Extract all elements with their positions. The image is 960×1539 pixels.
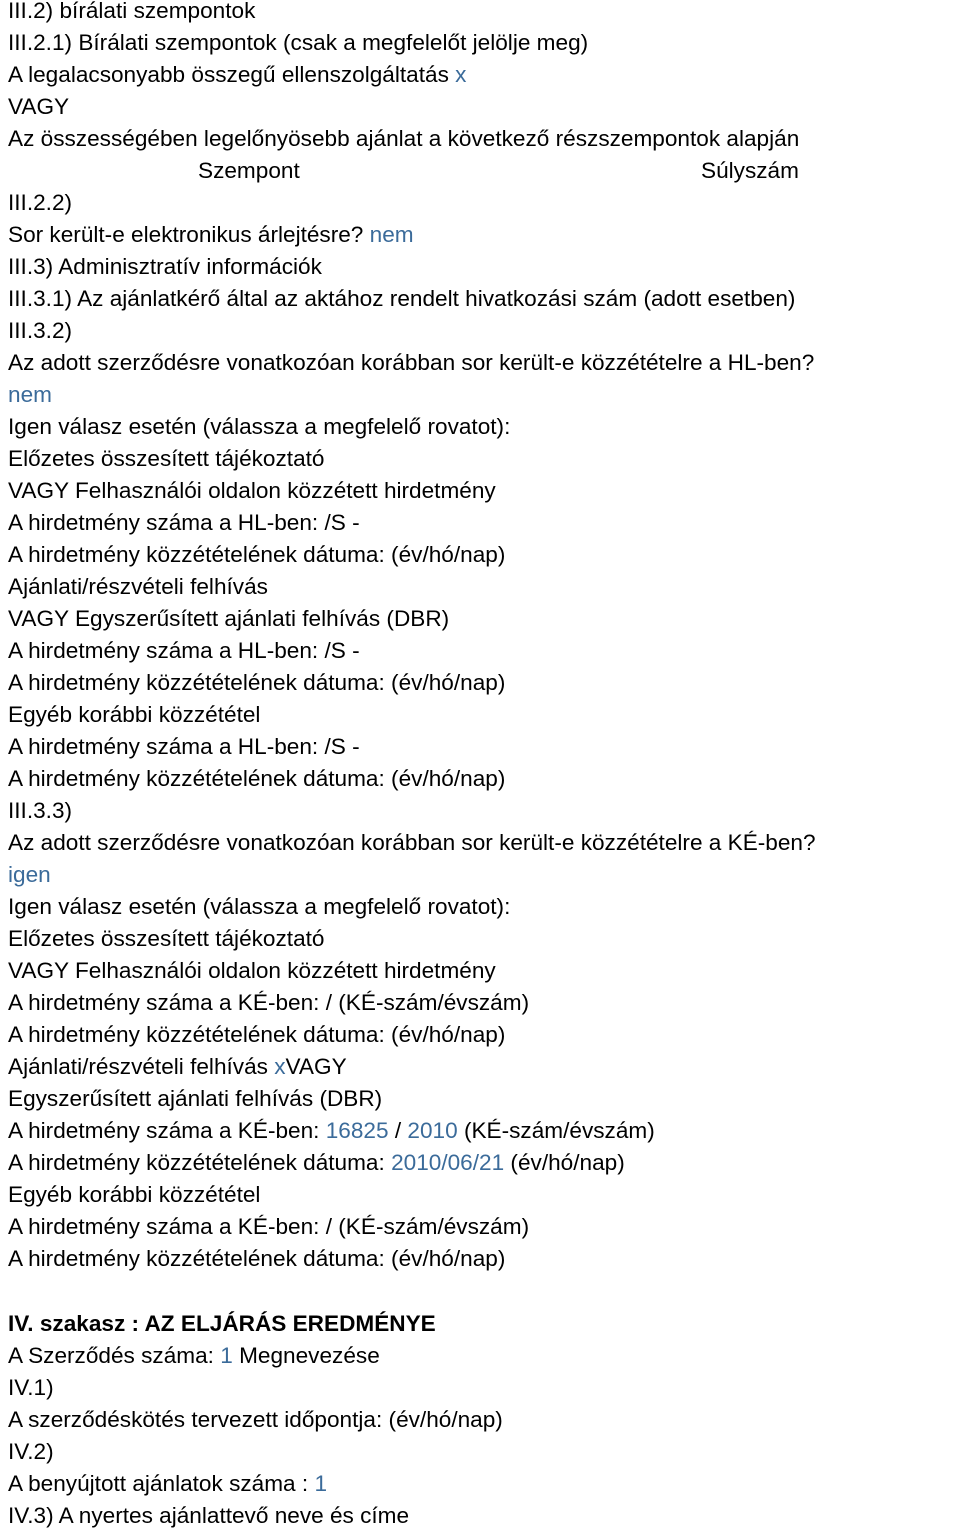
ke-if-yes-label: Igen válasz esetén (válassza a megfelelő rovatot): <box>8 894 511 919</box>
hl-contract-notice: Ajánlati/részvételi felhívás <box>8 574 268 599</box>
submitted-tenders-label: A benyújtott ajánlatok száma : <box>8 1471 315 1496</box>
hl-notice-number-3: A hirdetmény száma a HL-ben: /S - <box>8 734 360 759</box>
ke-publication-question: Az adott szerződésre vonatkozóan korábban sor került-e közzétételre a KÉ-ben? <box>8 830 816 855</box>
hl-notice-date-2: A hirdetmény közzétételének dátuma: (év/hó/nap) <box>8 670 506 695</box>
section-heading-IV-3: IV.3) A nyertes ajánlattevő neve és címe <box>8 1503 410 1528</box>
hl-publication-answer: nem <box>8 382 52 407</box>
ke-notice-date-2 <box>8 1147 958 1179</box>
hl-prior-information: Előzetes összesített tájékoztató <box>8 446 325 471</box>
hl-notice-number-1: A hirdetmény száma a HL-ben: /S - <box>8 510 360 535</box>
ke-notice-date-suffix: (év/hó/nap) <box>504 1150 625 1175</box>
ke-notice-number-slash: / <box>388 1118 408 1143</box>
criterion-lowest-price <box>8 59 958 91</box>
section-heading-IV-2: IV.2) <box>8 1439 54 1464</box>
ke-other-publication: Egyéb korábbi közzététel <box>8 1182 261 1207</box>
section-spacer <box>8 1275 958 1308</box>
hl-if-yes-label: Igen válasz esetén (válassza a megfelelő rovatot): <box>8 414 511 439</box>
ke-notice-date-1: A hirdetmény közzétételének dátuma: (év/hó/nap) <box>8 1022 506 1047</box>
hl-simplified-notice: VAGY Egyszerűsített ajánlati felhívás (DBR) <box>8 606 450 631</box>
ke-prior-information: Előzetes összesített tájékoztató <box>8 926 325 951</box>
hl-notice-date-1: A hirdetmény közzétételének dátuma: (év/hó/nap) <box>8 542 506 567</box>
section-heading-III-2-2: III.2.2) <box>8 190 73 215</box>
ke-notice-year-value: 2010 <box>407 1118 458 1143</box>
ke-contract-notice-mark: x <box>274 1054 286 1079</box>
submitted-tenders-count <box>8 1468 958 1500</box>
ke-contract-notice <box>8 1051 958 1083</box>
section-heading-III-3: III.3) Adminisztratív információk <box>8 254 322 279</box>
criteria-column-szempont: Szempont <box>198 158 300 183</box>
criterion-best-value: Az összességében legelőnyösebb ajánlat a következő részszempontok alapján <box>8 126 800 151</box>
section-heading-IV-1: IV.1) <box>8 1375 54 1400</box>
ke-notice-number-suffix: (KÉ-szám/évszám) <box>457 1118 655 1143</box>
criteria-table-header <box>8 155 958 187</box>
ke-notice-number-value: 16825 <box>325 1118 389 1143</box>
ke-contract-notice-or: VAGY <box>285 1054 347 1079</box>
criterion-lowest-price-label: A legalacsonyabb összegű ellenszolgáltatás <box>8 62 456 87</box>
contract-number-label: A Szerződés száma: <box>8 1343 221 1368</box>
document-body <box>8 0 958 1532</box>
ke-notice-date-3: A hirdetmény közzétételének dátuma: (év/hó/nap) <box>8 1246 506 1271</box>
hl-buyer-profile-notice: VAGY Felhasználói oldalon közzétett hirdetmény <box>8 478 496 503</box>
ke-simplified-notice: Egyszerűsített ajánlati felhívás (DBR) <box>8 1086 383 1111</box>
ke-notice-date-value: 2010/06/21 <box>391 1150 505 1175</box>
ke-notice-number-2-label: A hirdetmény száma a KÉ-ben: <box>8 1118 326 1143</box>
hl-other-publication: Egyéb korábbi közzététel <box>8 702 261 727</box>
ke-contract-notice-label: Ajánlati/részvételi felhívás <box>8 1054 275 1079</box>
section-heading-III-3-1: III.3.1) Az ajánlatkérő által az aktához rendelt hivatkozási szám (adott esetben) <box>8 286 796 311</box>
section-heading-III-3-3: III.3.3) <box>8 798 73 823</box>
ke-notice-date-2-label: A hirdetmény közzétételének dátuma: <box>8 1150 392 1175</box>
criteria-column-sulyszam: Súlyszám <box>701 158 799 183</box>
ke-publication-answer: igen <box>8 862 51 887</box>
hl-notice-date-3: A hirdetmény közzétételének dátuma: (év/hó/nap) <box>8 766 506 791</box>
eauction-question <box>8 219 958 251</box>
contract-number-value: 1 <box>220 1343 233 1368</box>
criterion-lowest-price-mark: x <box>455 62 467 87</box>
section-heading-III-2: III.2) bírálati szempontok <box>8 0 256 23</box>
hl-notice-number-2: A hirdetmény száma a HL-ben: /S - <box>8 638 360 663</box>
contract-planned-date: A szerződéskötés tervezett időpontja: (év/hó/nap) <box>8 1407 503 1432</box>
section-heading-III-2-1: III.2.1) Bírálati szempontok (csak a megfelelőt jelölje meg) <box>8 30 589 55</box>
ke-notice-number-1: A hirdetmény száma a KÉ-ben: / (KÉ-szám/évszám) <box>8 990 530 1015</box>
submitted-tenders-value: 1 <box>314 1471 328 1496</box>
ke-buyer-profile-notice: VAGY Felhasználói oldalon közzétett hirdetmény <box>8 958 496 983</box>
eauction-question-label: Sor került-e elektronikus árlejtésre? <box>8 222 370 247</box>
ke-notice-number-3: A hirdetmény száma a KÉ-ben: / (KÉ-szám/évszám) <box>8 1214 530 1239</box>
contract-number <box>8 1340 958 1372</box>
or-label: VAGY <box>8 94 70 119</box>
contract-name-label: Megnevezése <box>232 1343 380 1368</box>
section-heading-III-3-2: III.3.2) <box>8 318 73 343</box>
hl-publication-question: Az adott szerződésre vonatkozóan korábban sor került-e közzétételre a HL-ben? <box>8 350 815 375</box>
ke-notice-number-2 <box>8 1115 958 1147</box>
section-heading-IV: IV. szakasz : AZ ELJÁRÁS EREDMÉNYE <box>8 1311 436 1336</box>
eauction-answer: nem <box>369 222 414 247</box>
